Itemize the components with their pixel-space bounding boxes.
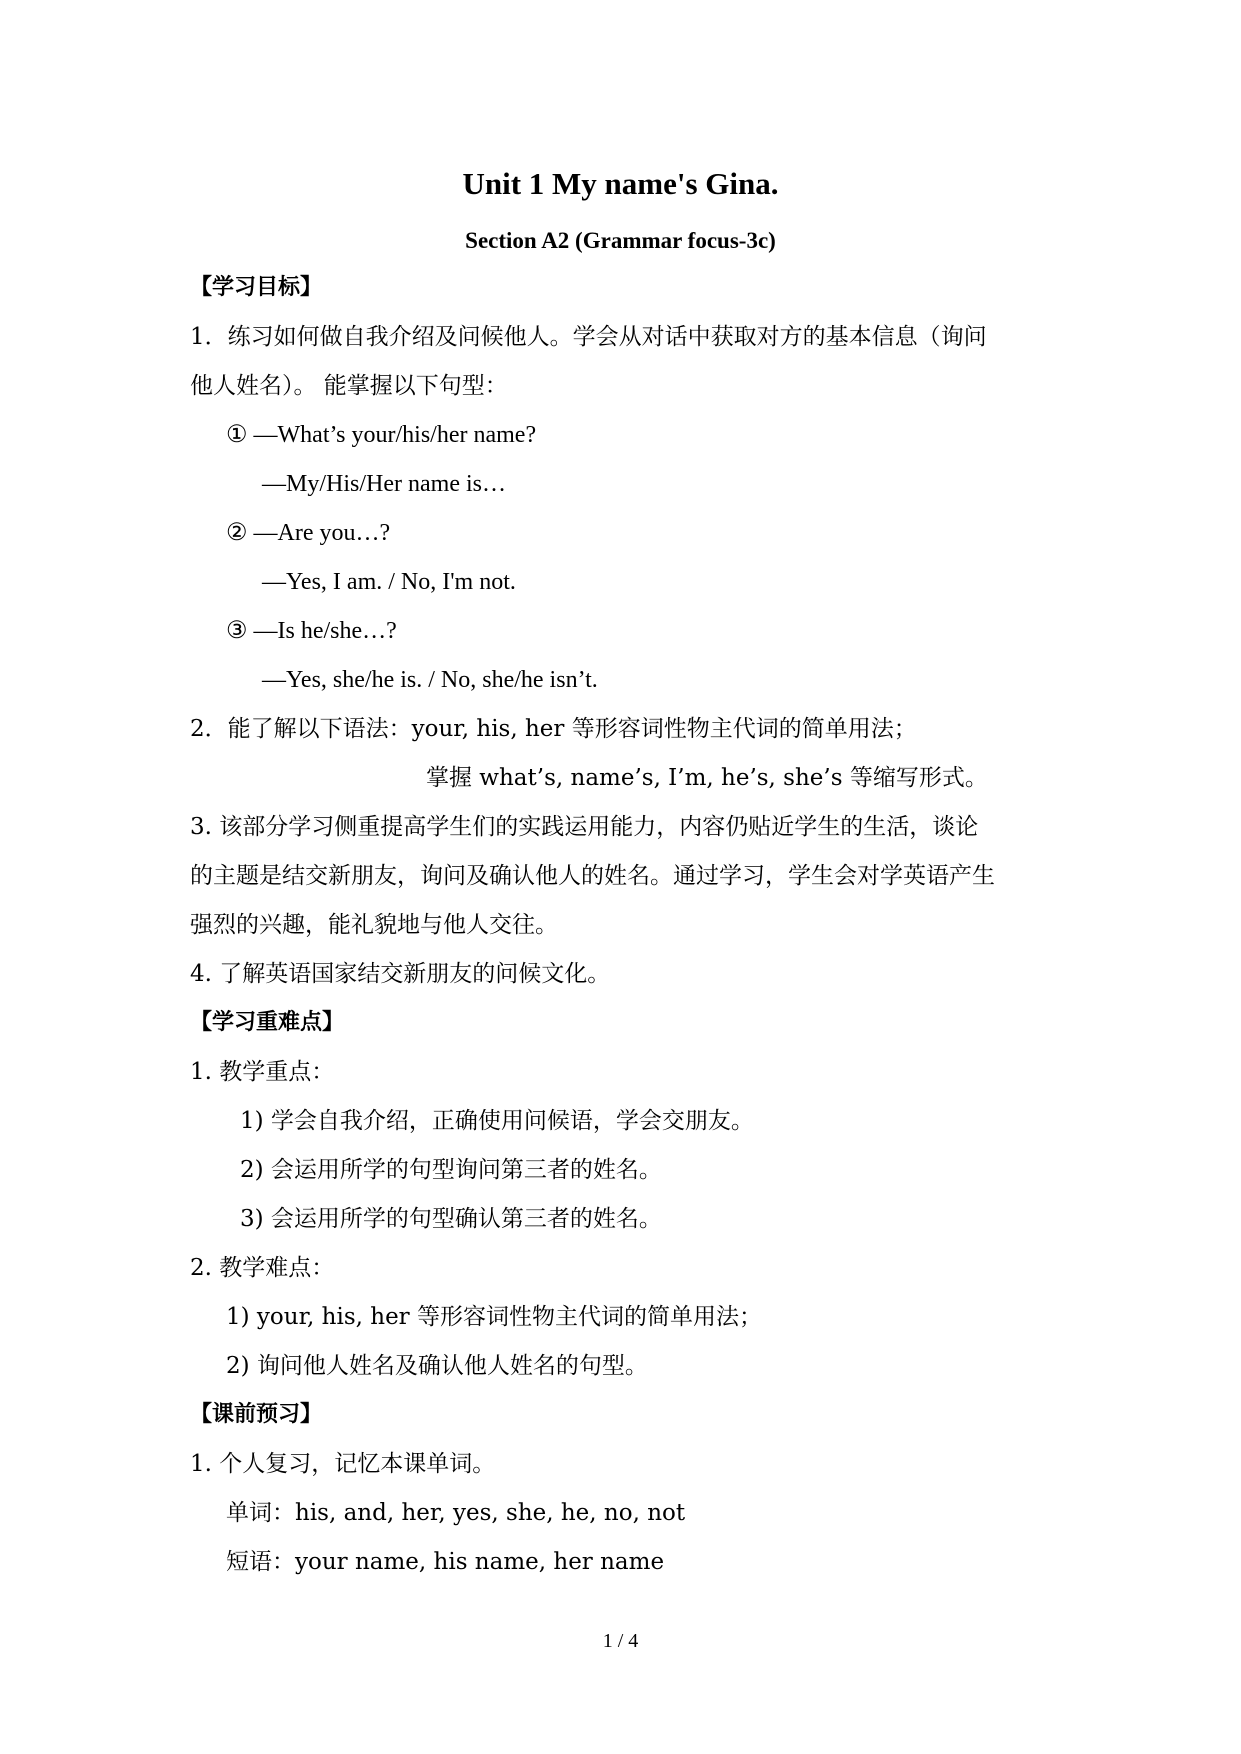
objective-3-line-3: 强烈的兴趣，能礼貌地与他人交往。 [190, 912, 558, 938]
objective-2-line-2: 掌握 what’s, name’s, I’m, he’s, she’s 等缩写形式。 [426, 765, 988, 791]
preview-words: 单词：his, and, her, yes, she, he, no, not [226, 1500, 686, 1526]
page-subtitle: Section A2 (Grammar focus-3c) [465, 228, 776, 253]
key-point-1-a: 1) 学会自我介绍，正确使用问候语，学会交朋友。 [240, 1108, 754, 1134]
keypoints-heading: 【学习重难点】 [190, 1010, 345, 1035]
objective-2-line-1: 2．能了解以下语法：your, his, her 等形容词性物主代词的简单用法； [190, 716, 917, 742]
key-point-2-b: 2) 询问他人姓名及确认他人姓名的句型。 [226, 1353, 648, 1379]
preview-phrases: 短语：your name, his name, her name [226, 1549, 665, 1575]
pattern-3-answer: —Yes, she/he is. / No, she/he isn’t. [262, 667, 598, 693]
pattern-1-answer: —My/His/Her name is… [262, 471, 506, 497]
objective-1-line-2: 他人姓名）。 能掌握以下句型： [190, 373, 508, 399]
key-point-2: 2. 教学难点： [190, 1255, 335, 1281]
pattern-2-answer: —Yes, I am. / No, I'm not. [262, 569, 516, 595]
preview-item-1: 1. 个人复习，记忆本课单词。 [190, 1451, 496, 1477]
key-point-2-a: 1) your, his, her 等形容词性物主代词的简单用法； [226, 1304, 762, 1330]
objective-4: 4. 了解英语国家结交新朋友的问候文化。 [190, 961, 611, 987]
page-number: 1 / 4 [602, 1630, 639, 1652]
pattern-3-question: ③ —Is he/she…? [226, 618, 397, 644]
key-point-1: 1. 教学重点： [190, 1059, 335, 1085]
key-point-1-b: 2) 会运用所学的句型询问第三者的姓名。 [240, 1157, 662, 1183]
objective-3-line-2: 的主题是结交新朋友，询问及确认他人的姓名。通过学习，学生会对学英语产生 [190, 863, 995, 889]
page-title: Unit 1 My name's Gina. [462, 166, 779, 201]
objectives-heading: 【学习目标】 [190, 275, 323, 300]
objective-3-line-1: 3. 该部分学习侧重提高学生们的实践运用能力，内容仍贴近学生的生活，谈论 [190, 814, 979, 840]
key-point-1-c: 3) 会运用所学的句型确认第三者的姓名。 [240, 1206, 662, 1232]
pattern-2-question: ② —Are you…? [226, 520, 391, 546]
objective-1-line-1: 1．练习如何做自我介绍及问候他人。学会从对话中获取对方的基本信息（询问 [190, 324, 987, 350]
preview-heading: 【课前预习】 [190, 1402, 323, 1427]
pattern-1-question: ① —What’s your/his/her name? [226, 422, 537, 448]
